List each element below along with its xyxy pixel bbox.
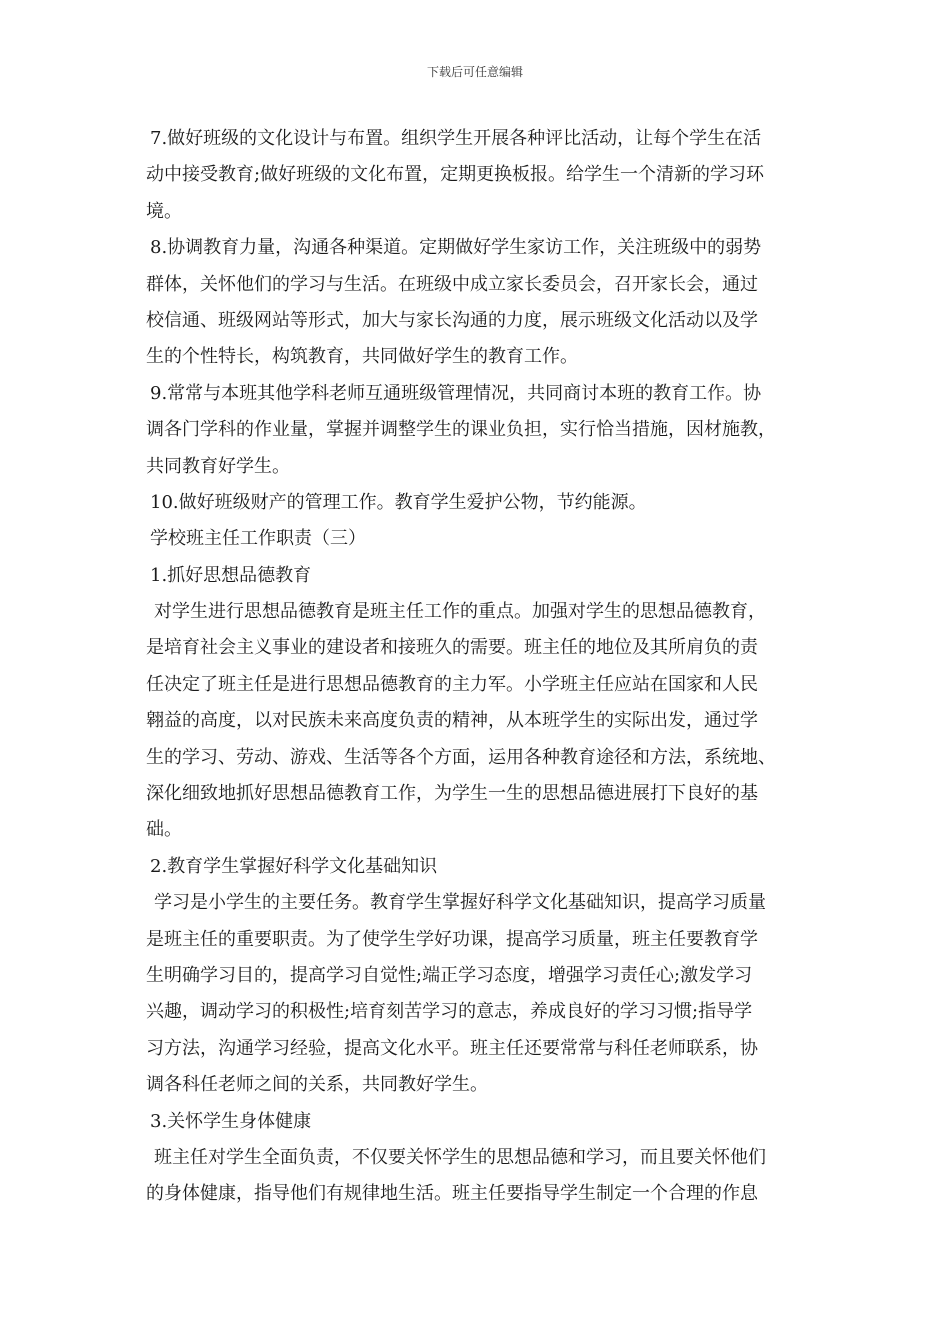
text-line: 任决定了班主任是进行思想品德教育的主力军。小学班主任应站在国家和人民 [146,673,758,695]
text-line: 习方法，沟通学习经验，提高文化水平。班主任还要常常与科任老师联系，协 [146,1037,758,1059]
text-line: 调各科任老师之间的关系，共同教好学生。 [146,1074,488,1096]
text-line: 动中接受教育;做好班级的文化布置，定期更换板报。给学生一个清新的学习环 [146,164,765,186]
text-line: 的身体健康，指导他们有规律地生活。班主任要指导学生制定一个合理的作息 [146,1183,758,1205]
text-line: 校信通、班级网站等形式，加大与家长沟通的力度，展示班级文化活动以及学 [146,309,758,331]
text-line: 深化细致地抓好思想品德教育工作，为学生一生的思想品德进展打下良好的基 [146,783,758,805]
text-line: 学习是小学生的主要任务。教育学生掌握好科学文化基础知识，提高学习质量 [154,892,766,914]
page-header: 下载后可任意编辑 [426,65,523,79]
text-line: 共同教育好学生。 [146,455,290,477]
text-line: 3.关怀学生身体健康 [150,1110,312,1132]
text-line: 生的学习、劳动、游戏、生活等各个方面，运用各种教育途径和方法，系统地、 [146,746,776,768]
text-line: 翱益的高度，以对民族未来高度负责的精神，从本班学生的实际出发，通过学 [146,710,758,732]
text-line: 10.做好班级财产的管理工作。教育学生爱护公物，节约能源。 [150,491,647,513]
text-line: 班主任对学生全面负责，不仅要关怀学生的思想品德和学习，而且要关怀他们 [154,1146,766,1168]
text-line: 8.协调教育力量，沟通各种渠道。定期做好学生家访工作，关注班级中的弱势 [150,237,762,259]
text-line: 对学生进行思想品德教育是班主任工作的重点。加强对学生的思想品德教育， [154,601,766,623]
text-line: 兴趣，调动学习的积极性;培育刻苦学习的意志，养成良好的学习习惯;指导学 [146,1001,753,1023]
text-line: 生的个性特长，构筑教育，共同做好学生的教育工作。 [146,346,578,368]
text-line: 学校班主任工作职责（三） [150,528,366,550]
text-line: 调各门学科的作业量，掌握并调整学生的课业负担，实行恰当措施，因材施教， [146,419,776,441]
text-line: 是班主任的重要职责。为了使学生学好功课，提高学习质量，班主任要教育学 [146,928,758,950]
text-line: 生明确学习目的，提高学习自觉性;端正学习态度，增强学习责任心;激发学习 [146,964,753,986]
text-line: 2.教育学生掌握好科学文化基础知识 [150,855,438,877]
text-line: 群体，关怀他们的学习与生活。在班级中成立家长委员会，召开家长会，通过 [146,273,758,295]
text-line: 境。 [146,200,182,222]
text-line: 1.抓好思想品德教育 [150,564,312,586]
text-line: 9.常常与本班其他学科老师互通班级管理情况，共同商讨本班的教育工作。协 [150,382,762,404]
text-line: 7.做好班级的文化设计与布置。组织学生开展各种评比活动，让每个学生在活 [150,128,762,149]
text-line: 是培育社会主义事业的建设者和接班久的需要。班主任的地位及其所肩负的责 [146,637,758,659]
document-body [146,121,826,1213]
text-line: 础。 [146,819,182,841]
